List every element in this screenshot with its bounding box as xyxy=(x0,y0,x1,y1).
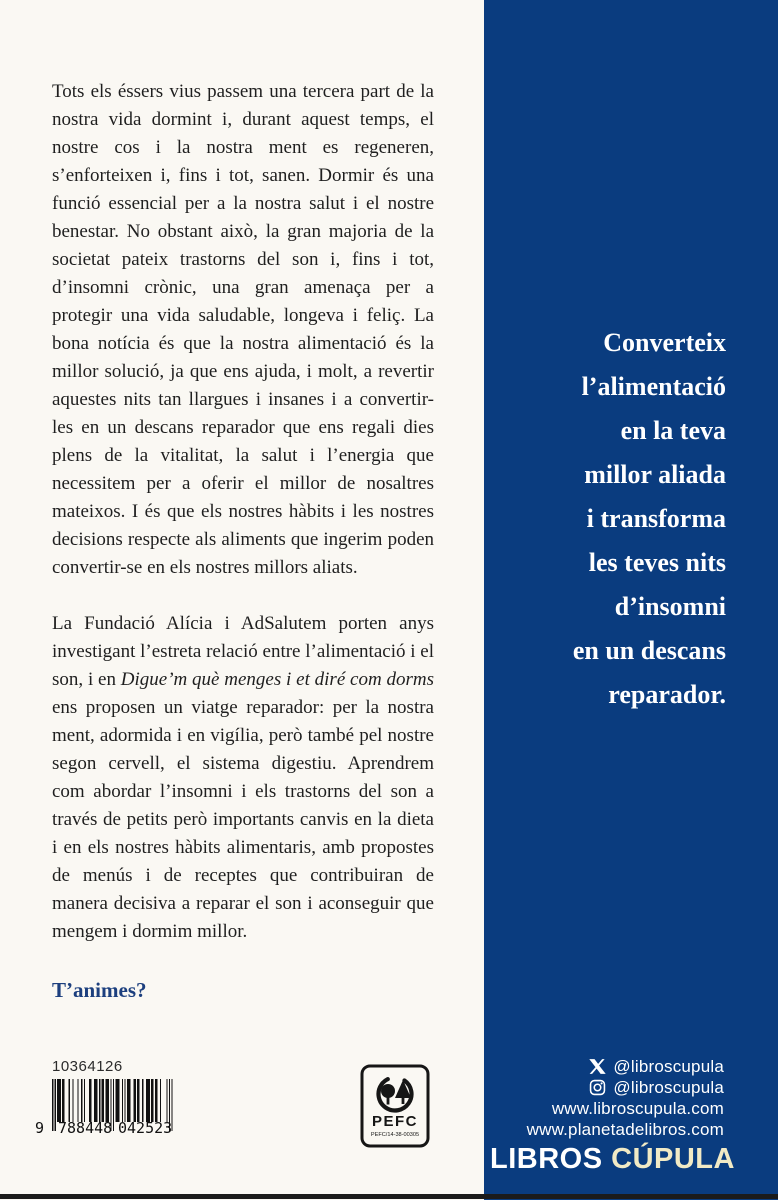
pefc-cert-number: PEFC/14-38-00305 xyxy=(370,1132,420,1138)
quote-line: en un descans xyxy=(572,636,726,665)
social-x xyxy=(490,1056,724,1077)
barcode-digit-group: 9 xyxy=(35,1119,45,1137)
quote-line: i transforma xyxy=(586,504,726,533)
back-cover-text xyxy=(52,78,434,1003)
product-code: 10364126 xyxy=(52,1058,123,1075)
publisher-logo xyxy=(490,1143,735,1175)
quote-line: en la teva xyxy=(620,416,726,445)
ean13-barcode xyxy=(34,1079,184,1141)
quote-line: d’insomni xyxy=(614,592,726,621)
pefc-label: PEFC xyxy=(371,1113,419,1130)
barcode-digit-group: 788448 xyxy=(58,1119,113,1137)
instagram-icon xyxy=(589,1079,606,1096)
paragraph-text: Tots els éssers vius passem una tercera part de la nostra vida dormint i, durant aquest temps, el nostre cos i la nostra ment es regeneren, s’enforteixen i, fins i tot, sanen. Dormir és una funció essencial per a la nostra salut i el nostre benestar. No obstant això, la gran majoria de la societat pateix trastorns del son i, fins i tot, d’insomni crònic, una gran amenaça per a protegir una vida saludable, longeva i feliç. La bona notícia és que la nostra alimentació és la millor solució, ja que ens ajuda, i molt, a revertir aquestes nits tan llargues i insanes i a convertir-les en un descans reparador que ens regali dies plens de la vitalitat, la salut i l’energia que necessitem per a oferir el millor de nosaltres mateixos. I és que els nostres hàbits i les nostres decisions respecte als aliments que ingerim poden convertir-se en els nostres millors aliats. xyxy=(52,81,434,578)
pefc-trees-icon xyxy=(372,1071,418,1117)
paragraph-text: La Fundació Alícia i AdSalutem porten anys investigant l’estreta relació entre l’alimentació i el son, i en xyxy=(52,613,434,690)
x-icon xyxy=(589,1058,606,1075)
quote-line: millor aliada xyxy=(584,460,726,489)
pefc-logo xyxy=(360,1064,430,1148)
barcode-block xyxy=(34,1058,184,1141)
synopsis-paragraph-2 xyxy=(52,610,434,946)
quote-line: les teves nits xyxy=(588,548,726,577)
synopsis-paragraph-1 xyxy=(52,78,434,582)
social-handle: @libroscupula xyxy=(613,1078,724,1097)
paragraph-text: ens proposen un viatge reparador: per la nostra ment, adormida i en vigília, però també pel nostre segon cervell, el sistema digestiu. Aprendrem com abordar l’insomni i els trastorns del son a través de petits però importants canvis en la dieta i en els nostres hàbits alimentaris, amb propostes de menús i de receptes que contribuiran de manera decisiva a reparar el son i aconseguir que mengem i dormim millor. xyxy=(52,697,434,942)
barcode-digit-group: 042523 xyxy=(118,1119,173,1137)
publisher-block xyxy=(490,1056,735,1175)
publisher-word-cupula: CÚPULA xyxy=(611,1143,735,1175)
publisher-word-libros: LIBROS xyxy=(490,1143,603,1175)
social-handle: @libroscupula xyxy=(613,1057,724,1076)
cover-bottom-edge xyxy=(0,1194,778,1199)
quote-line: l’alimentació xyxy=(581,372,726,401)
publisher-url: www.planetadelibros.com xyxy=(526,1120,724,1139)
sidebar-quote xyxy=(494,321,726,717)
book-title-italic: Digue’m què menges i et diré com dorms xyxy=(120,669,435,690)
quote-line: reparador. xyxy=(608,680,726,709)
cta-question: T’animes? xyxy=(52,978,147,1002)
quote-line: Converteix xyxy=(603,328,726,357)
sidebar xyxy=(484,0,778,1200)
social-instagram xyxy=(490,1077,724,1098)
publisher-url: www.libroscupula.com xyxy=(551,1099,724,1118)
